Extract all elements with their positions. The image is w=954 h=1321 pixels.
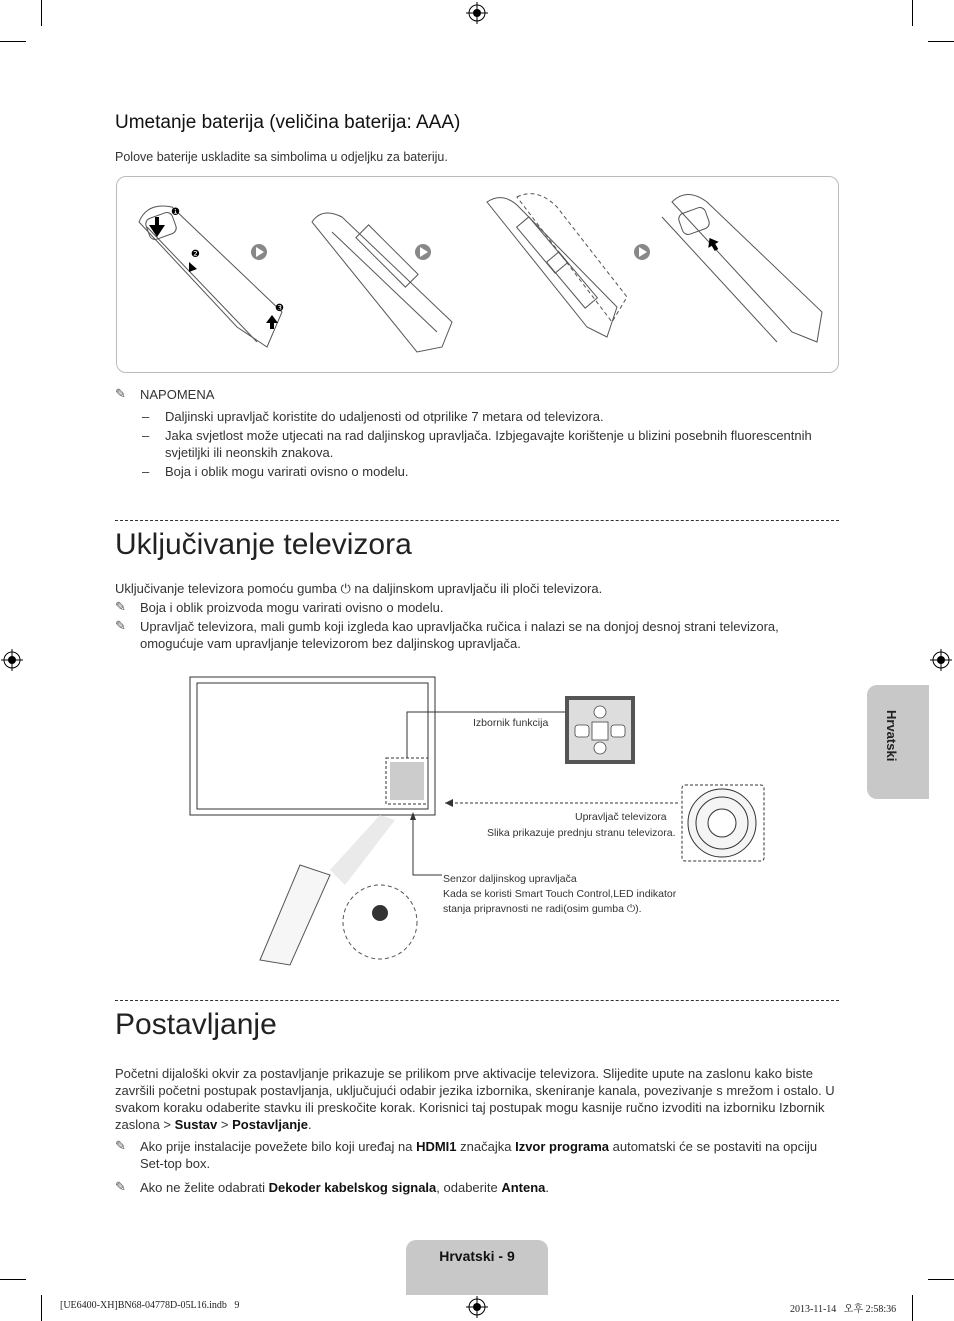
crop-mark (912, 0, 913, 26)
power-note: Boja i oblik proizvoda mogu varirati ovisno o modelu. (140, 600, 444, 615)
sensor-caption-end: ). (635, 903, 642, 915)
crop-mark (928, 41, 954, 42)
dash-bullet: – (142, 409, 150, 424)
footer-date: 2013-11-14 오후 2:58:36 (790, 1304, 897, 1315)
pencil-icon: ✎ (115, 1138, 126, 1153)
registration-mark-icon (930, 649, 952, 671)
crop-mark (912, 1295, 913, 1321)
setup-title: Postavljanje (115, 1008, 277, 1041)
section-divider (115, 520, 839, 521)
setup-text: Početni dijaloški okvir za postavljanje prikazuje se prilikom prve aktivacije televizora. Slijedite upute na zaslonu kako biste završili početni postupak postavljanja, uključujući odabir jezika izbornika, skeniranje kanala, povezivanje s mrežom i ostalo. U svakom koraku odaberite stavku ili preskočite korak. Korisnici taj postupak mogu kasnije ručno izvoditi na izborniku Izbornik zaslona > (115, 1066, 835, 1132)
note-item: Daljinski upravljač koristite do udaljenosti od otprilike 7 metara od televizora. (165, 409, 604, 424)
decoder-label: Dekoder kabelskog signala (268, 1180, 437, 1195)
crop-mark (928, 1279, 954, 1280)
setup-paragraph (115, 1065, 835, 1133)
battery-steps-drawing (117, 177, 838, 372)
pencil-icon: ✎ (115, 599, 126, 614)
footer-file: [UE6400-XH]BN68-04778D-05L16.indb 9 (60, 1300, 240, 1311)
period: . (308, 1117, 312, 1132)
language-side-tab (867, 685, 929, 799)
dash-bullet: – (142, 464, 150, 479)
power-icon: ⏻ (340, 581, 351, 596)
hdmi1-label: HDMI1 (416, 1139, 457, 1154)
registration-mark-icon (1, 649, 23, 671)
step-marker: ❷ (191, 249, 200, 260)
menu-path-setup: Postavljanje (232, 1117, 308, 1132)
sensor-caption-line2 (443, 902, 642, 916)
pencil-icon: ✎ (115, 386, 126, 401)
pencil-icon: ✎ (115, 1179, 126, 1194)
tv-drawing (180, 670, 780, 970)
function-menu-label: Izbornik funkcija (473, 717, 549, 729)
note-text: automatski će se postaviti na opciju Set-top box. (140, 1139, 818, 1171)
sensor-caption-line1: Kada se koristi Smart Touch Control,LED indikator (443, 888, 677, 900)
power-note: Upravljač televizora, mali gumb koji izgleda kao upravljačka ručica i nalazi se na donjoj desnoj strani televizora, omogućuje vam upravljanje televizorom bez daljinskog upravljača. (140, 619, 779, 651)
antenna-label: Antena (501, 1180, 546, 1195)
crop-mark (41, 1295, 42, 1321)
pencil-icon: ✎ (115, 618, 126, 633)
tv-diagram (180, 670, 780, 970)
step-marker: ❶ (171, 207, 180, 218)
note-text: Ako prije instalacije povežete bilo koji uređaj na (140, 1139, 413, 1154)
crop-mark (0, 1279, 26, 1280)
power-icon: ⏻ (626, 903, 636, 915)
step-marker: ❸ (275, 303, 284, 314)
power-intro-end: na daljinskom upravljaču ili ploči televizora. (354, 581, 603, 596)
controller-label: Upravljač televizora (575, 811, 667, 823)
sensor-label: Senzor daljinskog upravljača (443, 873, 577, 885)
page-number-label: Hrvatski - 9 (439, 1248, 515, 1264)
controller-caption: Slika prikazuje prednju stranu televizora. (487, 827, 676, 839)
battery-intro: Polove baterije uskladite sa simbolima u odjeljku za bateriju. (115, 150, 448, 164)
registration-mark-icon (466, 1296, 488, 1318)
menu-path-separator: > (220, 1117, 229, 1132)
note-item: Boja i oblik mogu varirati ovisno o modelu. (165, 464, 409, 479)
power-intro (115, 580, 835, 597)
battery-illustration (116, 176, 839, 373)
note-item: Jaka svjetlost može utjecati na rad daljinskog upravljača. Izbjegavajte korištenje u blizini posebnih fluorescentnih svjetiljki ili neonskih znakova. (165, 428, 812, 460)
dash-bullet: – (142, 428, 150, 443)
page-number-tab (406, 1240, 548, 1295)
menu-path-system: Sustav (174, 1117, 218, 1132)
note-label: NAPOMENA (140, 387, 215, 402)
crop-mark (0, 41, 26, 42)
power-intro-start: Uključivanje televizora pomoću gumba (115, 581, 337, 596)
sensor-caption-text: stanja pripravnosti ne radi(osim gumba (443, 903, 624, 915)
crop-mark (41, 0, 42, 26)
source-label: Izvor programa (515, 1139, 609, 1154)
section-divider (115, 1000, 839, 1001)
registration-mark-icon (466, 2, 488, 24)
power-title: Uključivanje televizora (115, 528, 412, 561)
note-text: , odaberite (436, 1180, 498, 1195)
period: . (545, 1180, 550, 1195)
language-side-tab-label: Hrvatski (884, 710, 899, 762)
note-text: Ako ne želite odabrati (140, 1180, 266, 1195)
setup-note-1 (140, 1138, 840, 1172)
setup-note-2 (140, 1179, 840, 1196)
battery-heading: Umetanje baterija (veličina baterija: AAA) (115, 112, 461, 133)
note-text: značajka (460, 1139, 512, 1154)
